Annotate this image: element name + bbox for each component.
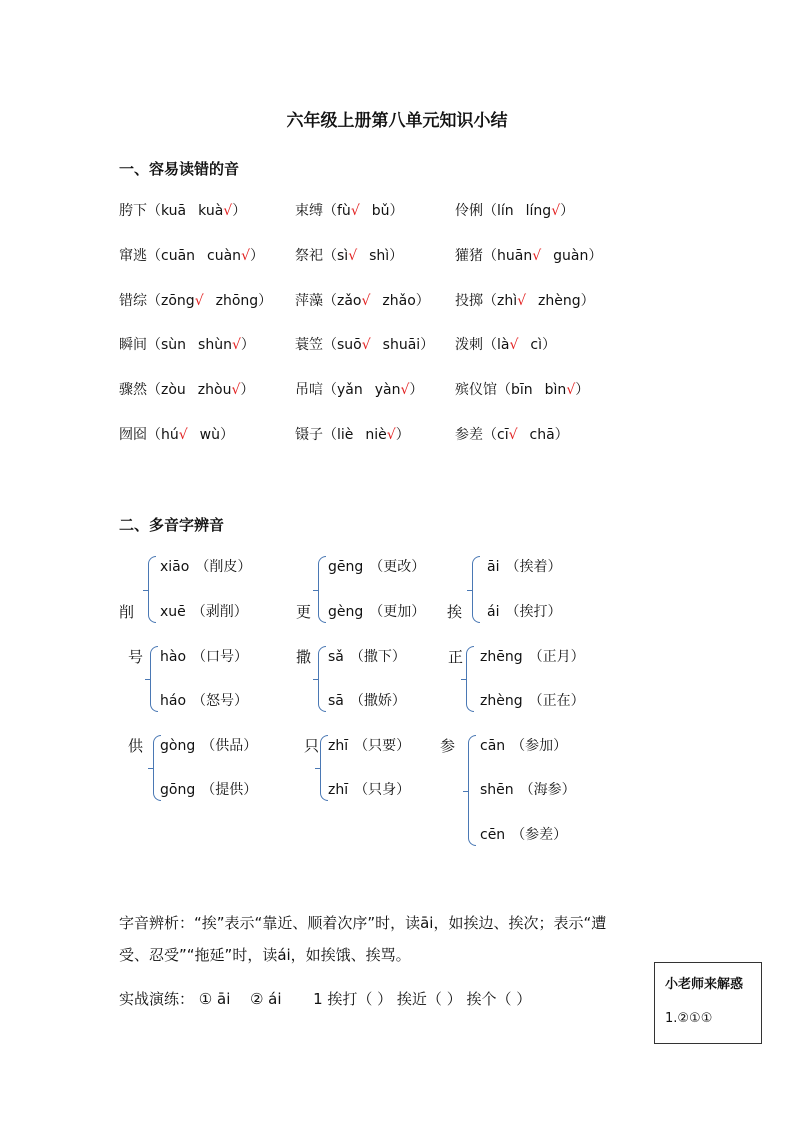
pinyin-option-a: zǎo — [337, 293, 362, 309]
misread-word: 胯下 — [119, 203, 147, 219]
practice-label: 实战演练： — [119, 990, 195, 1008]
curly-brace — [468, 735, 476, 846]
misread-item — [455, 202, 574, 220]
check-mark: √ — [551, 203, 561, 219]
reading-word: （挨打） — [505, 604, 562, 620]
paren-close: ） — [575, 382, 590, 398]
answer-box-title: 小老师来解惑 — [665, 977, 744, 992]
paren-close: ） — [554, 427, 569, 443]
practice-question: 1 挨打（ ） 挨近（ ） 挨个（ ） — [313, 990, 532, 1008]
polyphone-char: 只 — [304, 737, 320, 755]
paren-close: ） — [240, 382, 255, 398]
reading-pinyin: zhī — [328, 782, 349, 798]
polyphone-reading — [160, 558, 251, 576]
reading-pinyin: zhèng — [480, 693, 523, 709]
polyphone-reading — [160, 603, 248, 621]
reading-pinyin: gōng — [160, 782, 196, 798]
misread-word: 囫囵 — [119, 427, 147, 443]
pinyin-option-a: hú — [161, 427, 179, 443]
paren-open: （ — [147, 427, 161, 443]
misread-word: 瞬间 — [119, 337, 147, 353]
reading-pinyin: zhī — [328, 738, 349, 754]
polyphone-reading — [160, 737, 257, 755]
practice-line — [119, 990, 531, 1008]
reading-word: （供品） — [201, 738, 258, 754]
paren-open: （ — [323, 293, 337, 309]
reading-word: （正在） — [528, 693, 585, 709]
pinyin-option-a: sùn — [161, 337, 187, 353]
misread-item — [295, 247, 403, 265]
polyphone-reading — [328, 648, 406, 666]
paren-close: ） — [240, 337, 255, 353]
pinyin-option-a: là — [497, 337, 510, 353]
reading-word: （口号） — [192, 649, 249, 665]
reading-pinyin: ái — [487, 604, 500, 620]
paren-open: （ — [323, 382, 337, 398]
paren-open: （ — [483, 293, 497, 309]
reading-word: （撒娇） — [349, 693, 406, 709]
check-mark: √ — [194, 293, 204, 309]
paren-open: （ — [323, 427, 337, 443]
reading-pinyin: zhēng — [480, 649, 523, 665]
pinyin-option-b: shì — [369, 248, 390, 264]
paren-open: （ — [323, 337, 337, 353]
misread-item — [119, 247, 264, 265]
paren-close: ） — [541, 337, 556, 353]
paren-open: （ — [483, 248, 497, 264]
pinyin-option-b: cuàn — [207, 248, 242, 264]
misread-word: 祭祀 — [295, 248, 323, 264]
paren-open: （ — [483, 337, 497, 353]
paren-close: ） — [409, 382, 424, 398]
paren-close: ） — [588, 248, 603, 264]
reading-pinyin: xuē — [160, 604, 186, 620]
check-mark: √ — [508, 427, 518, 443]
section2-heading: 二、多音字辨音 — [119, 516, 225, 534]
polyphone-reading — [480, 826, 567, 844]
reading-word: （更加） — [369, 604, 426, 620]
paren-open: （ — [147, 293, 161, 309]
misread-word: 窜逃 — [119, 248, 147, 264]
reading-pinyin: xiāo — [160, 559, 190, 575]
check-mark: √ — [361, 293, 371, 309]
pinyin-option-b: zhōng — [215, 293, 259, 309]
check-mark: √ — [566, 382, 576, 398]
pinyin-option-b: chā — [529, 427, 555, 443]
paren-open: （ — [147, 248, 161, 264]
check-mark: √ — [231, 382, 241, 398]
reading-word: （怒号） — [192, 693, 249, 709]
pinyin-option-b: bìn — [544, 382, 567, 398]
paren-close: ） — [232, 203, 247, 219]
misread-item — [295, 381, 423, 399]
polyphone-char: 更 — [296, 603, 312, 621]
answer-box-answer: 1.②①① — [665, 1011, 713, 1026]
misread-item — [455, 426, 569, 444]
misread-word: 束缚 — [295, 203, 323, 219]
reading-word: （削皮） — [195, 559, 252, 575]
analysis-line-1: 字音辨析：“挨”表示“靠近、顺着次序”时，读āi，如挨边、挨次；表示“遭 — [119, 914, 607, 932]
misread-item — [455, 336, 556, 354]
reading-word: （海参） — [519, 782, 576, 798]
misread-item — [295, 292, 430, 310]
curly-brace — [150, 646, 158, 712]
paren-close: ） — [249, 248, 264, 264]
paren-close: ） — [389, 248, 404, 264]
curly-brace — [320, 735, 328, 801]
pinyin-option-a: zhì — [497, 293, 518, 309]
check-mark: √ — [231, 337, 241, 353]
paren-close: ） — [420, 337, 435, 353]
curly-brace — [318, 556, 326, 623]
reading-pinyin: sā — [328, 693, 344, 709]
polyphone-char: 挨 — [447, 603, 463, 621]
paren-close: ） — [560, 203, 575, 219]
paren-close: ） — [415, 293, 430, 309]
reading-pinyin: gòng — [160, 738, 196, 754]
paren-open: （ — [147, 382, 161, 398]
polyphone-reading — [487, 603, 561, 621]
pinyin-option-a: suō — [337, 337, 362, 353]
pinyin-option-b: wù — [199, 427, 220, 443]
check-mark: √ — [532, 248, 542, 264]
pinyin-option-b: zhèng — [538, 293, 581, 309]
pinyin-option-a: lín — [497, 203, 514, 219]
reading-word: （只要） — [354, 738, 411, 754]
pinyin-option-b: niè — [365, 427, 387, 443]
misread-word: 吊唁 — [295, 382, 323, 398]
paren-close: ） — [580, 293, 595, 309]
reading-word: （参差） — [511, 827, 568, 843]
misread-item — [119, 381, 254, 399]
misread-word: 獾猪 — [455, 248, 483, 264]
polyphone-char: 削 — [119, 603, 135, 621]
polyphone-reading — [328, 692, 406, 710]
reading-pinyin: gēng — [328, 559, 364, 575]
pinyin-option-b: kuà — [198, 203, 224, 219]
polyphone-char: 正 — [448, 648, 464, 666]
check-mark: √ — [361, 337, 371, 353]
check-mark: √ — [517, 293, 527, 309]
reading-word: （撒下） — [349, 649, 406, 665]
paren-open: （ — [147, 337, 161, 353]
check-mark: √ — [350, 203, 360, 219]
pinyin-option-b: zhǎo — [382, 293, 416, 309]
misread-item — [455, 292, 595, 310]
polyphone-reading — [480, 692, 585, 710]
check-mark: √ — [348, 248, 358, 264]
misread-word: 参差 — [455, 427, 483, 443]
paren-open: （ — [323, 248, 337, 264]
misread-item — [119, 202, 246, 220]
pinyin-option-b: cì — [530, 337, 542, 353]
reading-word: （剥削） — [191, 604, 248, 620]
reading-pinyin: háo — [160, 693, 187, 709]
paren-open: （ — [483, 427, 497, 443]
misread-word: 殡仪馆 — [455, 382, 497, 398]
polyphone-reading — [328, 737, 410, 755]
practice-option-2: ② ái — [249, 990, 282, 1008]
polyphone-reading — [160, 648, 248, 666]
misread-word: 泼刺 — [455, 337, 483, 353]
misread-word: 投掷 — [455, 293, 483, 309]
misread-word: 蓑笠 — [295, 337, 323, 353]
reading-pinyin: cān — [480, 738, 506, 754]
pinyin-option-b: yàn — [374, 382, 401, 398]
paren-close: ） — [389, 203, 404, 219]
misread-word: 骤然 — [119, 382, 147, 398]
pinyin-option-a: cuān — [161, 248, 196, 264]
paren-close: ） — [258, 293, 273, 309]
reading-pinyin: sǎ — [328, 649, 344, 665]
pinyin-option-a: yǎn — [337, 382, 363, 398]
polyphone-char: 号 — [128, 648, 144, 666]
reading-word: （挨着） — [505, 559, 562, 575]
curly-brace — [472, 556, 480, 623]
paren-open: （ — [497, 382, 511, 398]
polyphone-reading — [160, 781, 257, 799]
misread-item — [295, 202, 404, 220]
page-title: 六年级上册第八单元知识小结 — [286, 111, 508, 131]
pinyin-option-a: liè — [337, 427, 354, 443]
misread-word: 萍藻 — [295, 293, 323, 309]
paren-close: ） — [220, 427, 234, 443]
reading-pinyin: āi — [487, 559, 500, 575]
polyphone-char: 撒 — [296, 648, 312, 666]
answer-box — [654, 962, 762, 1044]
misread-item — [455, 381, 589, 399]
polyphone-char: 参 — [440, 737, 456, 755]
polyphone-reading — [328, 781, 410, 799]
reading-pinyin: gèng — [328, 604, 364, 620]
pinyin-option-a: huān — [497, 248, 533, 264]
curly-brace — [148, 556, 156, 623]
paren-open: （ — [483, 203, 497, 219]
check-mark: √ — [400, 382, 410, 398]
analysis-line-2: 受、忍受”“拖延”时，读ái，如挨饿、挨骂。 — [119, 946, 411, 964]
pinyin-option-a: cī — [497, 427, 509, 443]
paren-open: （ — [147, 203, 161, 219]
pinyin-option-b: bǔ — [371, 203, 390, 219]
check-mark: √ — [241, 248, 250, 264]
pinyin-option-b: shùn — [198, 337, 232, 353]
reading-word: （正月） — [528, 649, 585, 665]
pinyin-option-a: zōng — [161, 293, 195, 309]
pinyin-option-a: kuā — [161, 203, 187, 219]
reading-pinyin: hào — [160, 649, 187, 665]
practice-option-1: ① āi — [198, 990, 231, 1008]
pinyin-option-a: sì — [337, 248, 349, 264]
reading-word: （提供） — [201, 782, 258, 798]
section1-heading: 一、容易读错的音 — [119, 160, 240, 178]
paren-close: ） — [395, 427, 410, 443]
pinyin-option-a: fù — [337, 203, 351, 219]
check-mark: √ — [509, 337, 519, 353]
misread-word: 错综 — [119, 293, 147, 309]
polyphone-reading — [480, 648, 585, 666]
polyphone-reading — [480, 781, 576, 799]
polyphone-reading — [160, 692, 248, 710]
pinyin-option-b: shuāi — [382, 337, 421, 353]
reading-word: （只身） — [354, 782, 411, 798]
check-mark: √ — [178, 427, 188, 443]
misread-item — [119, 336, 255, 354]
polyphone-reading — [487, 558, 561, 576]
misread-word: 伶俐 — [455, 203, 483, 219]
check-mark: √ — [223, 203, 233, 219]
polyphone-reading — [480, 737, 567, 755]
pinyin-option-a: zòu — [161, 382, 186, 398]
polyphone-reading — [328, 603, 425, 621]
curly-brace — [466, 646, 474, 712]
polyphone-char: 供 — [128, 737, 144, 755]
misread-item — [119, 426, 234, 444]
pinyin-option-a: bīn — [511, 382, 533, 398]
misread-item — [119, 292, 272, 310]
misread-item — [295, 336, 434, 354]
check-mark: √ — [386, 427, 396, 443]
pinyin-option-b: líng — [525, 203, 552, 219]
misread-item — [455, 247, 602, 265]
polyphone-reading — [328, 558, 425, 576]
reading-word: （更改） — [369, 559, 426, 575]
curly-brace — [318, 646, 326, 712]
misread-word: 镊子 — [295, 427, 323, 443]
paren-open: （ — [323, 203, 337, 219]
misread-item — [295, 426, 410, 444]
pinyin-option-b: zhòu — [197, 382, 232, 398]
pinyin-option-b: guàn — [553, 248, 589, 264]
reading-word: （参加） — [511, 738, 568, 754]
reading-pinyin: cēn — [480, 827, 506, 843]
reading-pinyin: shēn — [480, 782, 514, 798]
